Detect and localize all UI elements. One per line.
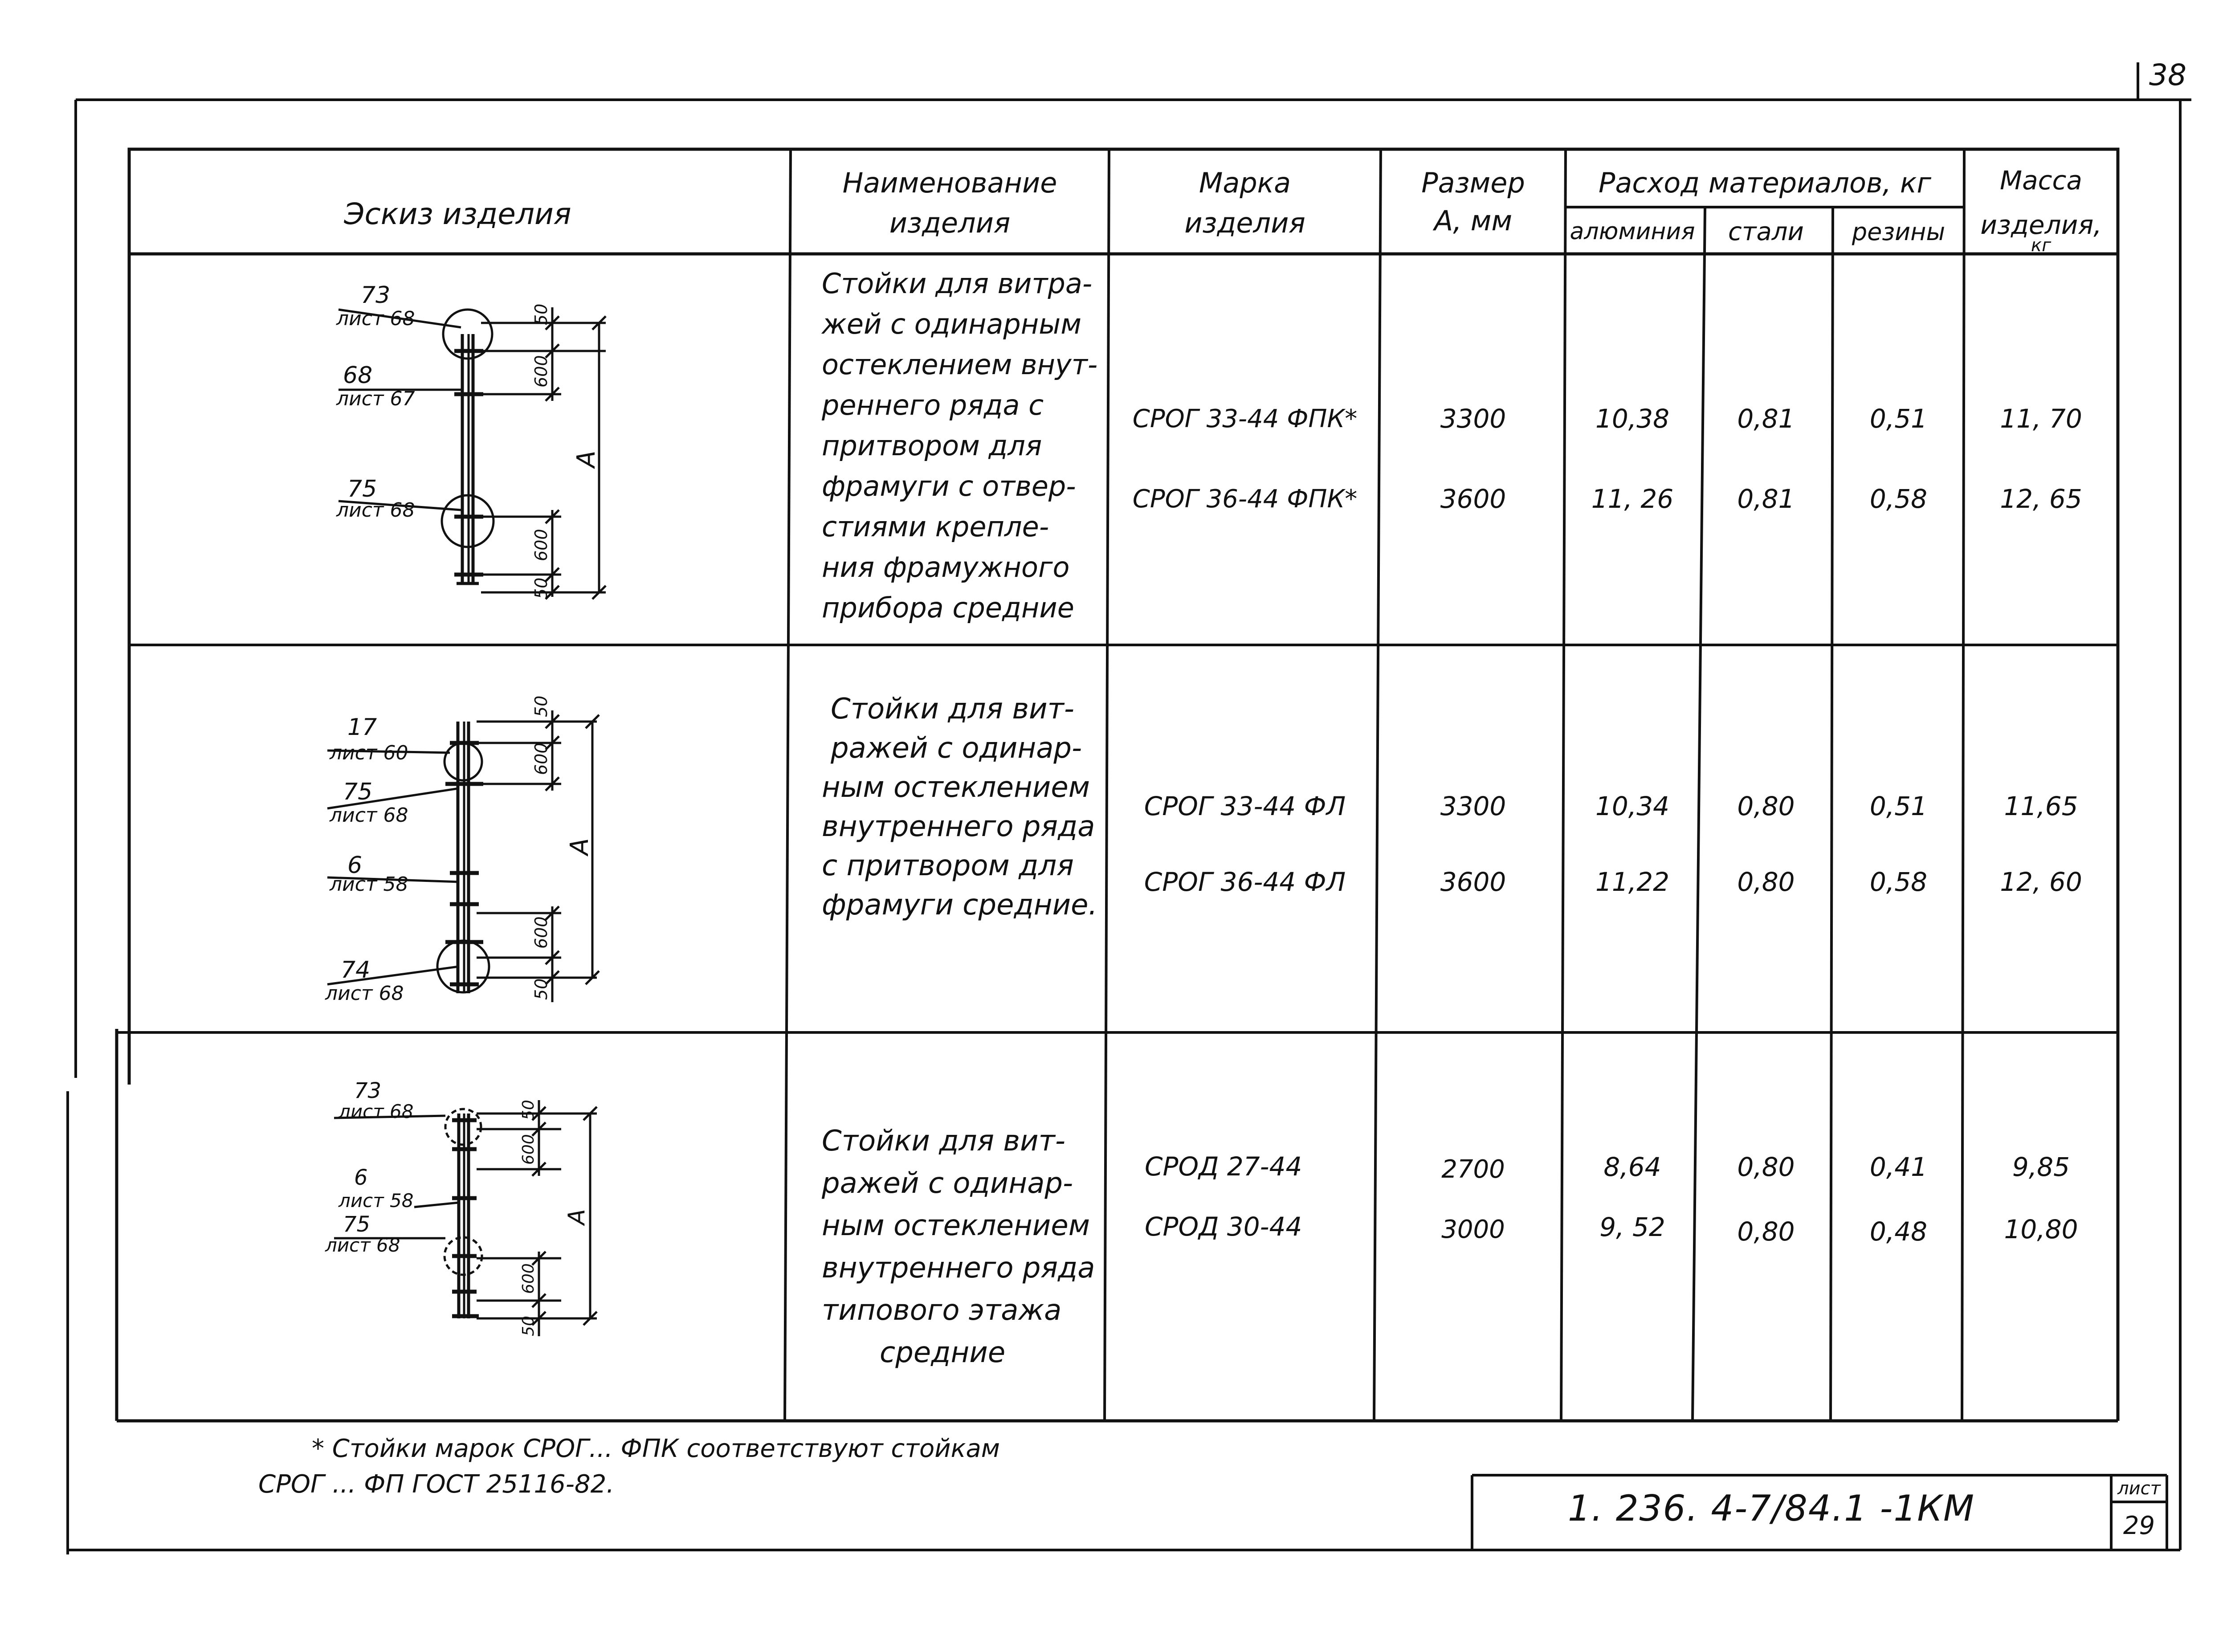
header-name-line1: Наименование [842,166,1057,199]
row1-steel-2: 0,81 [1737,484,1795,514]
sketch-label-num: 75 [343,779,373,805]
header-size-line2: А, мм [1434,204,1513,237]
dim-label: 50 [531,303,551,325]
sketch-label-num: 6 [354,1165,368,1190]
row2-size-1: 3300 [1440,791,1506,821]
header-name-line2: изделия [889,206,1011,239]
dim-label: А [572,450,601,468]
row1-al-2: 11, 26 [1591,484,1674,514]
dim-label: 50 [531,695,551,717]
row3-post-sketch [312,1069,632,1354]
row1-steel-1: 0,81 [1737,404,1795,434]
page-corner-number: 38 [2149,58,2186,92]
sketch-label-num: 73 [361,282,391,309]
stamp-sheet-number: 29 [2123,1511,2155,1540]
row1-rubber-1: 0,51 [1869,404,1928,434]
sketch-label-num: 74 [341,957,371,983]
row2-rubber-2: 0,58 [1869,867,1928,897]
dim-label: 600 [531,742,551,775]
row2-size-2: 3600 [1440,867,1506,897]
sketch-label-sheet: лист 68 [339,1101,414,1122]
row2-steel-2: 0,80 [1737,867,1795,897]
row1-rubber-2: 0,58 [1869,484,1928,514]
header-sketch: Эскиз изделия [344,196,571,231]
row2-name: Стойки для вит- ражей с одинар- ным остеклением внутреннего ряда с притвором для фрамуги средние. [822,693,1097,922]
header-aluminium: алюминия [1570,218,1695,245]
row3-name: Стойки для вит- ражей с одинар- ным остеклением внутреннего ряда типового этажа средние [822,1125,1095,1369]
row3-mark-2: СРОД 30-44 [1145,1211,1302,1242]
row3-rubber-1: 0,41 [1869,1152,1928,1182]
dim-label: А [565,838,594,855]
sketch-label-sheet: лист 58 [330,873,408,896]
sketch-label-sheet: лист 67 [336,388,415,410]
header-materials: Расход материалов, кг [1599,166,1931,199]
row2-steel-1: 0,80 [1737,791,1795,821]
row2-post-sketch [312,681,632,1020]
sketch-label-num: 17 [347,714,377,741]
sketch-label-sheet: лист 68 [325,1234,400,1256]
sketch-label-sheet: лист 60 [330,742,408,764]
header-rubber: резины [1852,217,1946,246]
row2-rubber-1: 0,51 [1869,791,1928,821]
sketch-label-num: 75 [347,476,377,502]
header-mark-line1: Марка [1199,166,1291,199]
dim-label: 600 [531,355,551,388]
row2-al-2: 11,22 [1595,867,1670,897]
row1-mark-1: СРОГ 33-44 ФПК* [1132,404,1358,433]
dim-label: 600 [531,916,551,949]
dim-label: 50 [519,1100,538,1120]
dim-label: А [563,1209,590,1225]
sketch-label-sheet: лист 68 [336,307,415,330]
row3-al-1: 8,64 [1603,1152,1661,1182]
row3-al-2: 9, 52 [1599,1212,1665,1242]
row2-mass-2: 12, 60 [2000,867,2082,897]
row2-mark-1: СРОГ 33-44 ФЛ [1144,791,1346,821]
dim-label: 600 [519,1134,538,1165]
row1-mark-2: СРОГ 36-44 ФПК* [1132,484,1358,514]
row3-size-1: 2700 [1441,1154,1505,1184]
sketch-label-num: 6 [347,852,363,879]
dim-label: 50 [519,1316,538,1336]
row1-al-1: 10,38 [1595,404,1670,434]
dim-label: 600 [519,1263,538,1294]
row3-rubber-2: 0,48 [1869,1216,1928,1247]
row1-size-1: 3300 [1440,404,1506,434]
row3-mass-1: 9,85 [2012,1152,2070,1182]
header-mark-line2: изделия [1184,206,1305,239]
stamp-sheet-label: лист [2117,1478,2161,1499]
header-mass-line1: Масса [2000,165,2082,196]
sketch-label-sheet: лист 58 [339,1190,414,1211]
row3-mass-2: 10,80 [2004,1214,2078,1244]
row3-steel-1: 0,80 [1737,1152,1795,1182]
row3-steel-2: 0,80 [1737,1216,1795,1247]
header-size-line1: Размер [1421,166,1525,199]
row1-size-2: 3600 [1440,484,1506,514]
header-mass-line2: изделия, [1980,210,2102,240]
header-steel: стали [1728,217,1804,246]
sketch-label-num: 73 [354,1078,382,1103]
dim-label: 50 [531,577,551,599]
row2-mass-1: 11,65 [2004,791,2078,821]
sketch-label-num: 68 [343,362,373,389]
row2-mark-2: СРОГ 36-44 ФЛ [1144,867,1346,897]
footnote-line2: СРОГ ... ФП ГОСТ 25116-82. [258,1470,615,1499]
dim-label: 600 [531,529,551,561]
row3-size-2: 3000 [1441,1215,1505,1244]
row1-mass-1: 11, 70 [2000,404,2082,434]
sketch-label-sheet: лист 68 [336,499,415,522]
row1-mass-2: 12, 65 [2000,484,2082,514]
row1-name: Стойки для витра- жей с одинарным остеклением внут- реннего ряда с притвором для фрамуги с отвер- стиями крепле- ния фрамужного прибора средние [822,267,1098,624]
dim-label: 50 [531,978,551,1000]
row2-al-1: 10,34 [1595,791,1670,821]
sketch-label-sheet: лист 68 [330,804,408,827]
row1-post-sketch [312,267,632,606]
sketch-label-num: 75 [343,1212,371,1237]
stamp-code: 1. 236. 4-7/84.1 -1КМ [1568,1488,1975,1529]
row3-mark-1: СРОД 27-44 [1145,1151,1302,1182]
footnote-line1: * Стойки марок СРОГ... ФПК соответствуют стойкам [312,1434,1000,1463]
sketch-label-sheet: лист 68 [325,982,404,1005]
header-mass-line3: кг [2031,235,2052,256]
